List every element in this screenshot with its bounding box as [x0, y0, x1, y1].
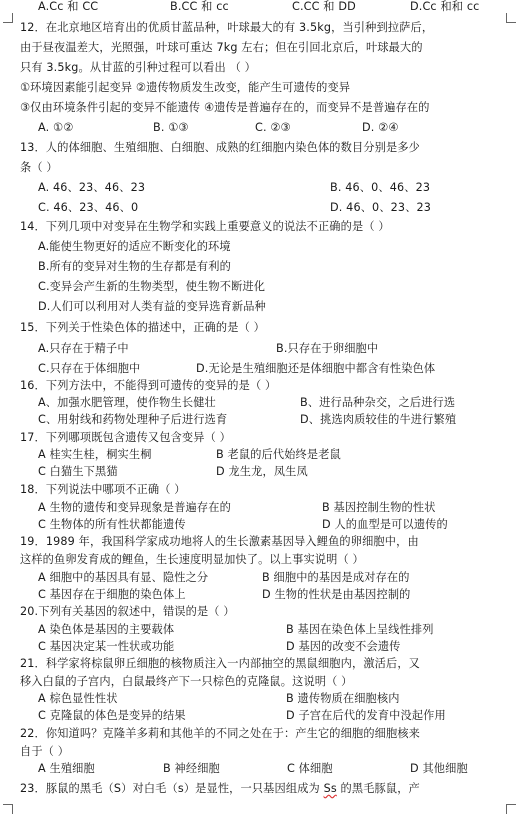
q21-stem-2: 移入白鼠的子宫内，白鼠最终产下一只棕色的克隆鼠。这说明（ ） — [20, 675, 353, 688]
q21-stem-1: 21．科学家将棕鼠卵丘细胞的核物质注入一内部抽空的黑鼠细胞内，激活后，又 — [20, 657, 421, 670]
crop-mark-top-right — [506, 13, 516, 23]
q17-stem: 17．下列哪项既包含遗传又包含变异（ ） — [20, 431, 231, 444]
q20-option-c: C 基因决定某一性状或功能 — [38, 640, 175, 653]
q21-option-b: B 遗传物质在细胞核内 — [286, 692, 400, 705]
q20-stem: 20.下列有关基因的叙述中，错误的是（ ） — [20, 605, 235, 618]
q13-option-b: B. 46、0、46、23 — [330, 181, 431, 194]
q13-option-a: A. 46、23、46、23 — [38, 181, 146, 194]
q15-stem: 15．下列关于性染色体的描述中，正确的是（ ） — [20, 321, 265, 334]
crop-mark-bottom-left — [3, 804, 13, 814]
q13-stem-1: 13．人的体细胞、生殖细胞、白细胞、成熟的红细胞内染色体的数目分别是多少 — [20, 141, 421, 154]
q18-option-c: C 生物体的所有性状都能遗传 — [38, 518, 186, 531]
q17-option-d: D 龙生龙，凤生凤 — [216, 465, 308, 478]
q21-option-a: A 棕色显性性状 — [38, 692, 118, 705]
q14-stem: 14．下列几项中对变异在生物学和实践上重要意义的说法不正确的是（ ） — [20, 220, 390, 233]
q13-option-c: C. 46、23、46、0 — [38, 201, 139, 214]
q20-option-d: D 基因的改变不会遗传 — [286, 640, 401, 653]
q12-statement-1: ①环境因素能引起变异 ②遗传物质发生改变，能产生可遗传的变异 — [20, 81, 351, 94]
q13-option-d: D. 46、0、23、23 — [330, 201, 432, 214]
q23-stem-pre: 23．豚鼠的黑毛（S）对白毛（s）是显性，一只基因组成为 — [20, 782, 324, 795]
q18-option-a: A 生物的遗传和变异现象是普遍存在的 — [38, 501, 231, 514]
q11-option-a: A.Cc 和 CC — [38, 0, 99, 13]
q15-option-b: B.只存在于卵细胞中 — [276, 342, 379, 355]
q17-option-c: C 白猫生下黑猫 — [38, 465, 118, 478]
q18-option-d: D 人的血型是可以遗传的 — [322, 518, 448, 531]
q19-option-d: D 生物的性状是由基因控制的 — [262, 588, 411, 601]
q18-stem: 18．下列说法中哪项不正确（ ） — [20, 483, 186, 496]
q14-option-b: B.所有的变异对生物的生存都是有利的 — [38, 260, 231, 273]
q16-stem: 16．下列方法中，不能得到可遗传的变异的是（ ） — [20, 379, 277, 392]
q14-option-d: D.人们可以利用对人类有益的变异选育新品种 — [38, 300, 266, 313]
q12-stem-1: 12．在北京地区培育出的优质甘蓝品种，叶球最大的有 3.5kg，当引种到拉萨后， — [20, 21, 434, 34]
q16-option-a: A、加强水肥管理，使作物生长健壮 — [38, 396, 216, 409]
q12-option-d: D. ②④ — [362, 121, 399, 134]
q23-stem-post: 的黑毛豚鼠，产 — [336, 782, 420, 795]
q18-option-b: B 基因控制生物的性状 — [322, 501, 436, 514]
q12-stem-2: 由于昼夜温差大，光照强，叶球可重达 7kg 左右；但在引回北京后，叶球最大的 — [20, 41, 423, 54]
q14-option-a: A.能使生物更好的适应不断变化的环境 — [38, 240, 231, 253]
q21-option-d: D 子宫在后代的发育中没起作用 — [286, 709, 446, 722]
q20-option-a: A 染色体是基因的主要载体 — [38, 623, 175, 636]
q17-option-b: B 老鼠的后代始终是老鼠 — [216, 448, 341, 461]
q22-option-c: C 体细胞 — [287, 762, 333, 775]
q23-stem — [20, 782, 420, 796]
q16-option-b: B、进行品种杂交，之后进行选 — [300, 396, 456, 409]
q14-option-c: C.变异会产生新的生物类型，使生物不断进化 — [38, 280, 266, 293]
q22-stem-2: 自于（ ） — [20, 745, 70, 758]
q19-stem-1: 19．1989 年，我国科学家成功地将人的生长激素基因导入鲤鱼的卵细胞中，由 — [20, 535, 419, 548]
q11-option-d: D.Cc 和和 cc — [410, 0, 480, 13]
q12-stem-3: 只有 3.5kg。从甘蓝的引种过程可以看出 （ ） — [20, 61, 256, 74]
q19-option-c: C 基因存在于细胞的染色体上 — [38, 588, 186, 601]
q11-option-c: C.CC 和 DD — [292, 0, 356, 13]
q17-option-a: A 桂实生桂，桐实生桐 — [38, 448, 152, 461]
q11-option-b: B.CC 和 cc — [170, 0, 229, 13]
q12-option-c: C. ②③ — [255, 121, 291, 134]
crop-mark-bottom-right — [506, 804, 516, 814]
q15-option-d: D.无论是生殖细胞还是体细胞中都含有性染色体 — [196, 362, 436, 375]
crop-mark-top-left — [3, 13, 13, 23]
q22-option-a: A 生殖细胞 — [38, 762, 95, 775]
q12-statement-2: ③仅由环境条件引起的变异不能遗传 ④遗传是普遍存在的，而变异不是普遍存在的 — [20, 101, 430, 114]
q19-option-a: A 细胞中的基因具有显、隐性之分 — [38, 571, 209, 584]
q21-option-c: C 克隆鼠的体色是变异的结果 — [38, 709, 186, 722]
q12-option-b: B. ①③ — [153, 121, 189, 134]
q13-stem-2: 条（ ） — [20, 161, 58, 174]
q22-stem-1: 22．你知道吗？克隆羊多莉和其他羊的不同之处在于：产生它的细胞的细胞核来 — [20, 727, 421, 740]
q15-option-c: C.只存在于体细胞中 — [38, 362, 141, 375]
q12-option-a: A. ①② — [38, 121, 74, 134]
q23-genotype-mark: Ss — [323, 782, 337, 795]
q15-option-a: A.只存在于精子中 — [38, 342, 129, 355]
q22-option-d: D 其他细胞 — [410, 762, 468, 775]
q19-stem-2: 这样的鱼卵发育成的鲤鱼，生长速度明显加快了。以上事实说明（ ） — [20, 553, 364, 566]
q20-option-b: B 基因在染色体上呈线性排列 — [286, 623, 434, 636]
q16-option-d: D、挑选肉质较佳的牛进行繁殖 — [300, 413, 457, 426]
q19-option-b: B 细胞中的基因是成对存在的 — [262, 571, 410, 584]
q16-option-c: C、用射线和药物处理种子后进行选育 — [38, 413, 228, 426]
q22-option-b: B 神经细胞 — [163, 762, 220, 775]
